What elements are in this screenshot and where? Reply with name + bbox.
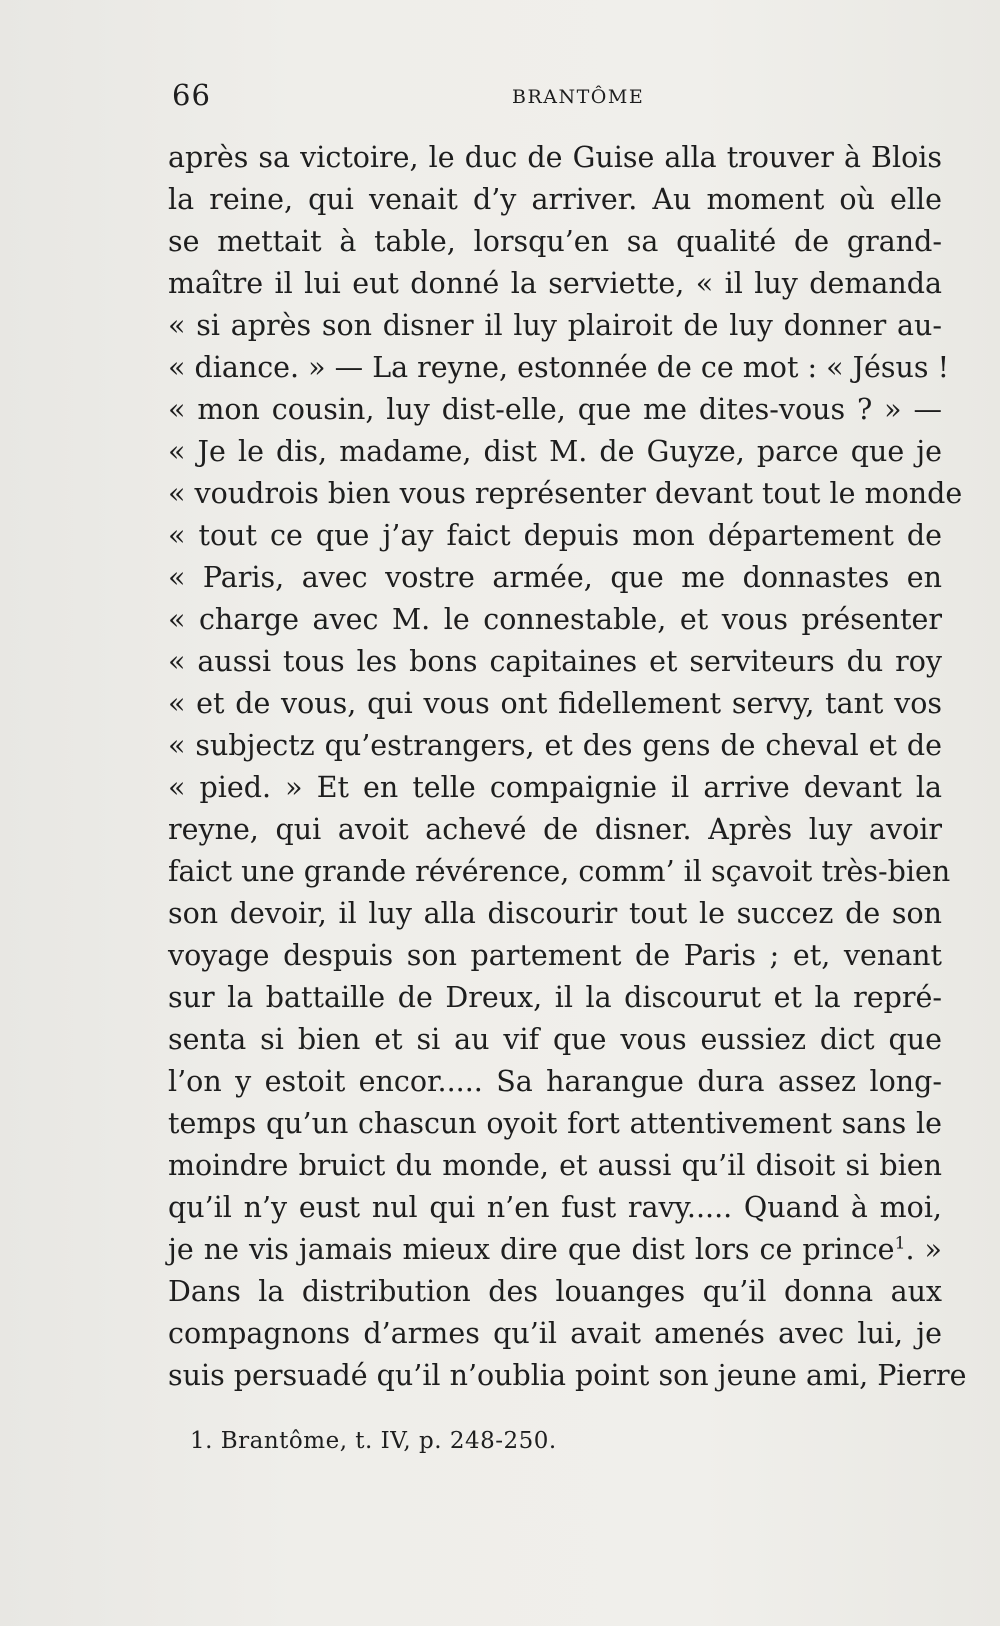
text-line: reyne, qui avoit achevé de disner. Après luy avoir [168,813,942,846]
text-line: « Je le dis, madame, dist M. de Guyze, parce que je [168,435,942,468]
page-number: 66 [172,78,211,112]
text-line: « mon cousin, luy dist-elle, que me dites-vous ? » — [168,393,942,426]
page-header [172,78,912,118]
body-text [168,137,967,1397]
text-line: « si après son disner il luy plairoit de luy donner au- [168,309,942,342]
text-line: son devoir, il luy alla discourir tout le succez de son [168,897,942,930]
text-line: « subjectz qu’estrangers, et des gens de cheval et de [168,729,942,762]
text-line: l’on y estoit encor..... Sa harangue dura assez long- [168,1065,942,1098]
text-line: « charge avec M. le connestable, et vous présenter [168,603,942,636]
text-line: après sa victoire, le duc de Guise alla trouver à Blois [168,141,942,174]
text-line: qu’il n’y eust nul qui n’en fust ravy..... Quand à moi, [168,1191,942,1224]
text-line: Dans la distribution des louanges qu’il donna aux [168,1275,942,1308]
text-line: « voudrois bien vous représenter devant tout le monde [168,477,963,510]
text-line: « pied. » Et en telle compaignie il arrive devant la [168,771,942,804]
text-line: senta si bien et si au vif que vous eussiez dict que [168,1023,942,1056]
text-line-content: je ne vis jamais mieux dire que dist lors ce prince [168,1233,895,1266]
text-line: se mettait à table, lorsqu’en sa qualité de grand- [168,225,942,258]
footnote-reference[interactable]: 1 [894,1233,906,1254]
text-line: « Paris, avec vostre armée, que me donnastes en [168,561,942,594]
text-line: « diance. » — La reyne, estonnée de ce mot : « Jésus ! [168,351,950,384]
text-line: compagnons d’armes qu’il avait amenés avec lui, je [168,1317,942,1350]
text-line: moindre bruict du monde, et aussi qu’il disoit si bien [168,1149,942,1182]
text-line: suis persuadé qu’il n’oublia point son jeune ami, Pierre [168,1359,967,1392]
footnote: 1. Brantôme, t. IV, p. 248-250. [190,1428,557,1454]
text-line: maître il lui eut donné la serviette, « il luy demanda [168,267,942,300]
running-head: BRANTÔME [512,86,645,108]
quote-close: . » [905,1233,942,1266]
text-line: voyage despuis son partement de Paris ; et, venant [168,939,942,972]
text-line: temps qu’un chascun oyoit fort attentivement sans le [168,1107,942,1140]
text-line: « tout ce que j’ay faict depuis mon département de [168,519,942,552]
text-line: sur la battaille de Dreux, il la discourut et la repré- [168,981,942,1014]
text-line-with-footnote-ref [168,1229,942,1271]
text-line: faict une grande révérence, comm’ il sçavoit très-bien [168,855,951,888]
text-line: « aussi tous les bons capitaines et serviteurs du roy [168,645,942,678]
text-line: la reine, qui venait d’y arriver. Au moment où elle [168,183,942,216]
text-line: « et de vous, qui vous ont fidellement servy, tant vos [168,687,942,720]
